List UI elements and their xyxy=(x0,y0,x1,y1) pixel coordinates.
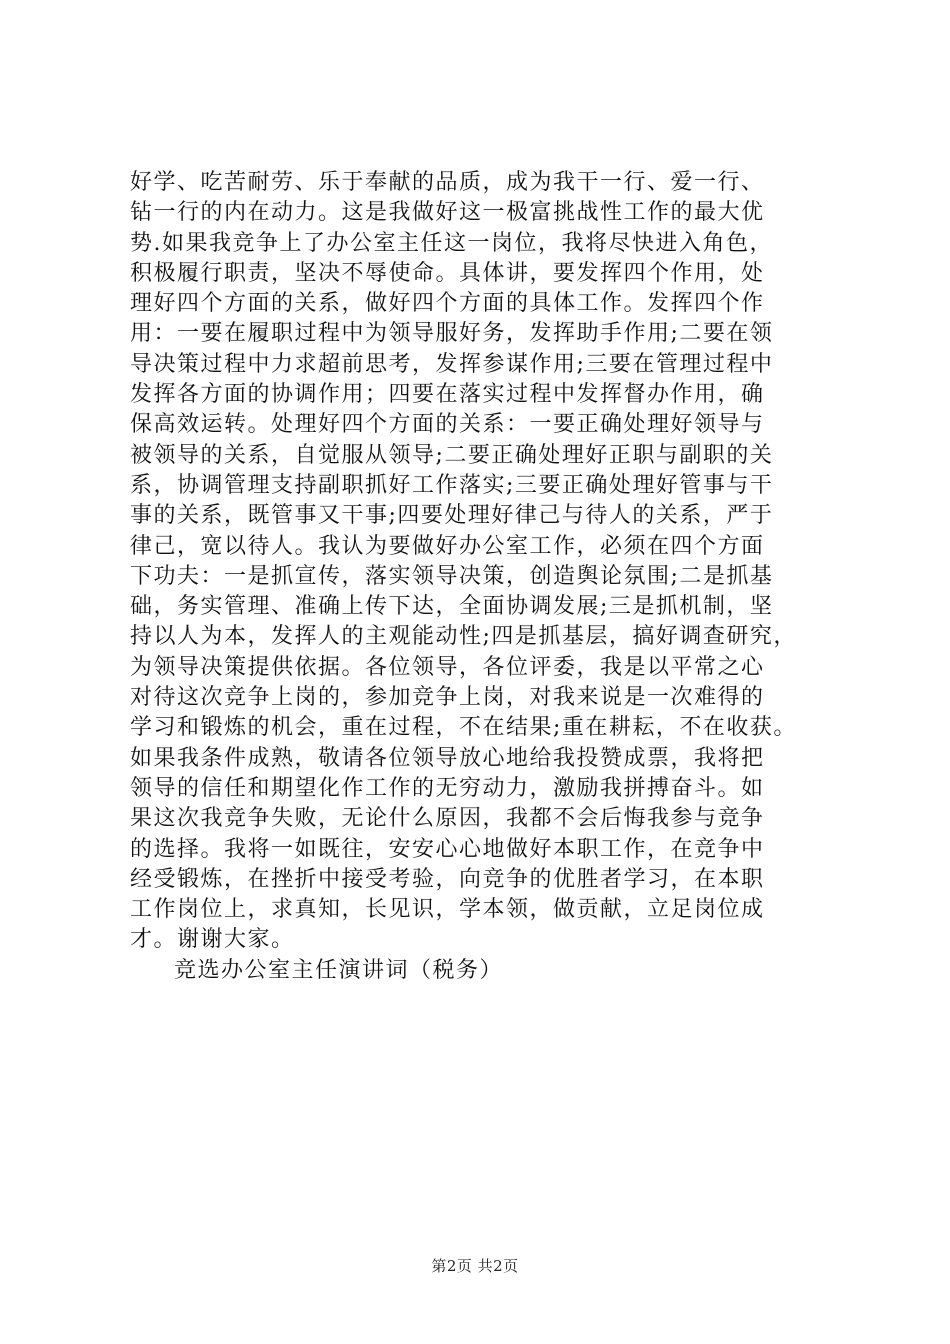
text-line: 如果我条件成熟，敬请各位领导放心地给我投赞成票，我将把 xyxy=(130,745,765,771)
text-line: 势.如果我竞争上了办公室主任这一岗位，我将尽快进入角色， xyxy=(130,230,773,256)
text-line: 系，协调管理支持副职抓好工作落实;三要正确处理好管事与干 xyxy=(130,472,774,498)
text-line: 领导的信任和期望化作工作的无穷动力，激励我拼搏奋斗。如 xyxy=(130,775,765,801)
text-line: 事的关系，既管事又干事;四要处理好律己与待人的关系，严于 xyxy=(130,503,774,529)
text-line: 律己，宽以待人。我认为要做好办公室工作，必须在四个方面 xyxy=(130,533,765,559)
text-line: 才。谢谢大家。 xyxy=(130,927,295,953)
text-line: 工作岗位上，求真知，长见识，学本领，做贡献，立足岗位成 xyxy=(130,897,765,923)
text-line: 导决策过程中力求超前思考，发挥参谋作用;三要在管理过程中 xyxy=(130,351,774,377)
text-line: 下功夫：一是抓宣传，落实领导决策，创造舆论氛围;二是抓基 xyxy=(130,563,774,589)
text-line: 钻一行的内在动力。这是我做好这一极富挑战性工作的最大优 xyxy=(130,200,765,226)
text-line: 对待这次竞争上岗的，参加竞争上岗，对我来说是一次难得的 xyxy=(130,685,765,711)
body-text xyxy=(130,168,850,986)
text-line: 好学、吃苦耐劳、乐于奉献的品质，成为我干一行、爱一行、 xyxy=(130,170,765,195)
text-line: 为领导决策提供依据。各位领导，各位评委，我是以平常之心 xyxy=(130,654,765,680)
text-line: 学习和锻炼的机会，重在过程，不在结果;重在耕耘，不在收获。 xyxy=(130,715,797,741)
text-line: 理好四个方面的关系，做好四个方面的具体工作。发挥四个作 xyxy=(130,291,765,317)
text-line: 持以人为本，发挥人的主观能动性;四是抓基层，搞好调查研究， xyxy=(130,624,797,650)
text-line: 积极履行职责，坚决不辱使命。具体讲，要发挥四个作用，处 xyxy=(130,260,765,286)
text-line: 经受锻炼，在挫折中接受考验，向竞争的优胜者学习，在本职 xyxy=(130,866,765,892)
text-line: 的选择。我将一如既往，安安心心地做好本职工作，在竞争中 xyxy=(130,836,765,862)
text-line: 果这次我竞争失败，无论什么原因，我都不会后悔我参与竞争 xyxy=(130,806,765,832)
text-line: 被领导的关系，自觉服从领导;二要正确处理好正职与副职的关 xyxy=(130,442,774,468)
text-line: 础，务实管理、准确上传下达，全面协调发展;三是抓机制，坚 xyxy=(130,594,774,620)
page-number-footer: 第2页 共2页 xyxy=(431,1257,519,1275)
heading-line: 竞选办公室主任演讲词（税务） xyxy=(174,957,504,983)
text-line: 保高效运转。处理好四个方面的关系：一要正确处理好领导与 xyxy=(130,412,765,438)
text-line: 发挥各方面的协调作用；四要在落实过程中发挥督办作用，确 xyxy=(130,382,765,408)
text-line: 用：一要在履职过程中为领导服好务，发挥助手作用;二要在领 xyxy=(130,321,774,347)
